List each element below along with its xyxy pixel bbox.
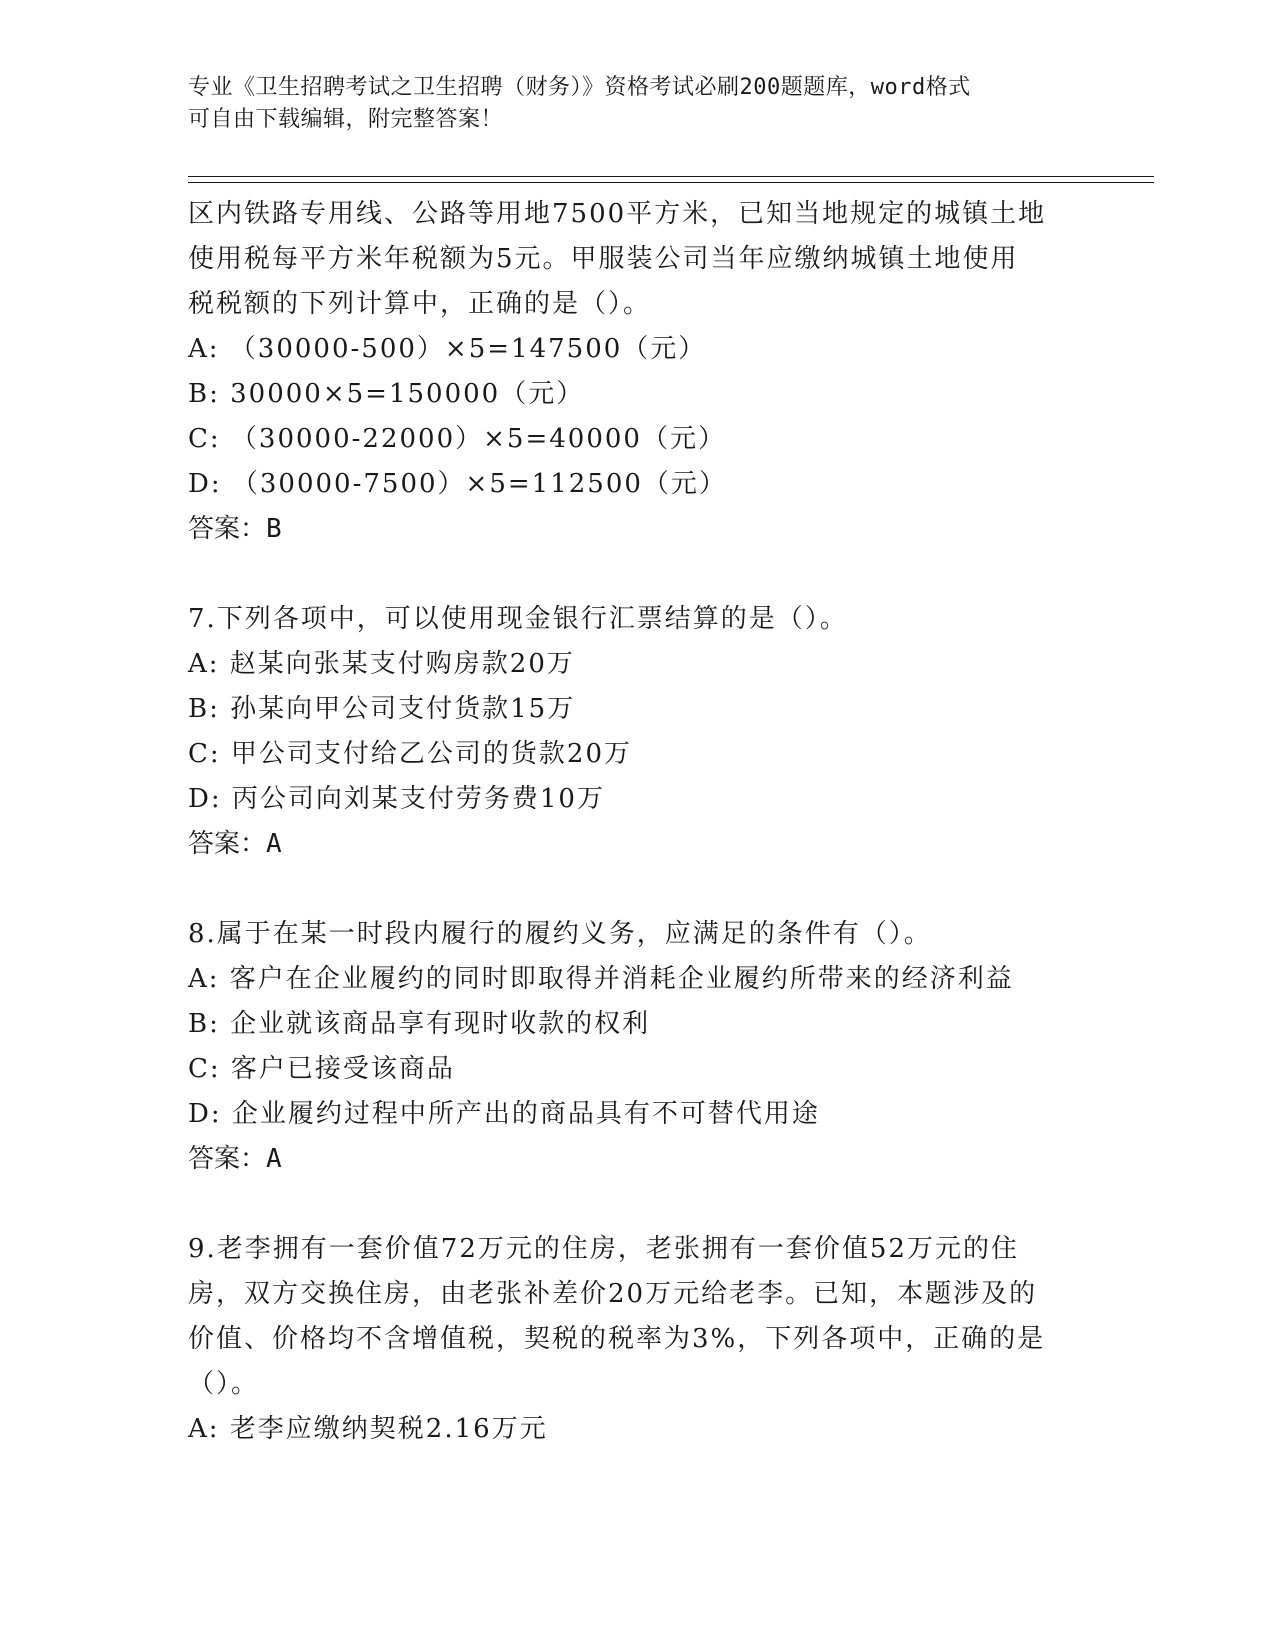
option-b: B: 30000×5=150000（元） xyxy=(188,379,585,409)
option-b: B: 孙某向甲公司支付货款15万 xyxy=(188,694,576,724)
option-d: D: （30000-7500）×5=112500（元） xyxy=(188,469,727,499)
question-9 xyxy=(188,1227,1088,1452)
option-a: A: 赵某向张某支付购房款20万 xyxy=(188,649,575,679)
question-stem-line: 区内铁路专用线、公路等用地7500平方米，已知当地规定的城镇土地 xyxy=(188,199,1047,229)
header-line-2: 可自由下载编辑，附完整答案！ xyxy=(188,107,504,132)
question-stem-line: 使用税每平方米年税额为5元。甲服装公司当年应缴纳城镇土地使用 xyxy=(188,244,1019,274)
answer-label: 答案：A xyxy=(188,829,282,859)
option-c: C: 客户已接受该商品 xyxy=(188,1054,455,1084)
header-divider-bottom xyxy=(188,182,1154,183)
option-d: D: 企业履约过程中所产出的商品具有不可替代用途 xyxy=(188,1099,820,1129)
spacer xyxy=(188,867,1088,912)
option-c: C: （30000-22000）×5=40000（元） xyxy=(188,424,726,454)
header-divider-top xyxy=(188,176,1154,177)
question-stem-line: 7.下列各项中，可以使用现金银行汇票结算的是（）。 xyxy=(188,604,848,634)
answer-label: 答案：A xyxy=(188,1144,282,1174)
spacer xyxy=(188,552,1088,597)
option-a: A: 客户在企业履约的同时即取得并消耗企业履约所带来的经济利益 xyxy=(188,964,1014,994)
question-stem-line: 9.老李拥有一套价值72万元的住房，老张拥有一套价值52万元的住 xyxy=(188,1234,1019,1264)
option-a: A: 老李应缴纳契税2.16万元 xyxy=(188,1414,548,1444)
question-stem-line: 房，双方交换住房，由老张补差价20万元给老李。已知，本题涉及的 xyxy=(188,1279,1038,1309)
spacer xyxy=(188,1182,1088,1227)
option-a: A: （30000-500）×5=147500（元） xyxy=(188,334,707,364)
header-line-1: 专业《卫生招聘考试之卫生招聘（财务）》资格考试必刷200题题库，word格式 xyxy=(188,75,971,100)
question-stem-line: 税税额的下列计算中，正确的是（）。 xyxy=(188,289,652,319)
question-7 xyxy=(188,597,1088,867)
document-header xyxy=(188,72,1088,136)
question-8 xyxy=(188,912,1088,1182)
question-stem-line: （）。 xyxy=(188,1369,260,1399)
answer-label: 答案：B xyxy=(188,514,282,544)
option-d: D: 丙公司向刘某支付劳务费10万 xyxy=(188,784,605,814)
question-stem-line: 8.属于在某一时段内履行的履约义务，应满足的条件有（）。 xyxy=(188,919,932,949)
option-b: B: 企业就该商品享有现时收款的权利 xyxy=(188,1009,651,1039)
option-c: C: 甲公司支付给乙公司的货款20万 xyxy=(188,739,633,769)
question-stem-line: 价值、价格均不含增值税，契税的税率为3%，下列各项中，正确的是 xyxy=(188,1324,1046,1354)
question-6 xyxy=(188,192,1088,552)
document-body xyxy=(188,192,1088,1452)
